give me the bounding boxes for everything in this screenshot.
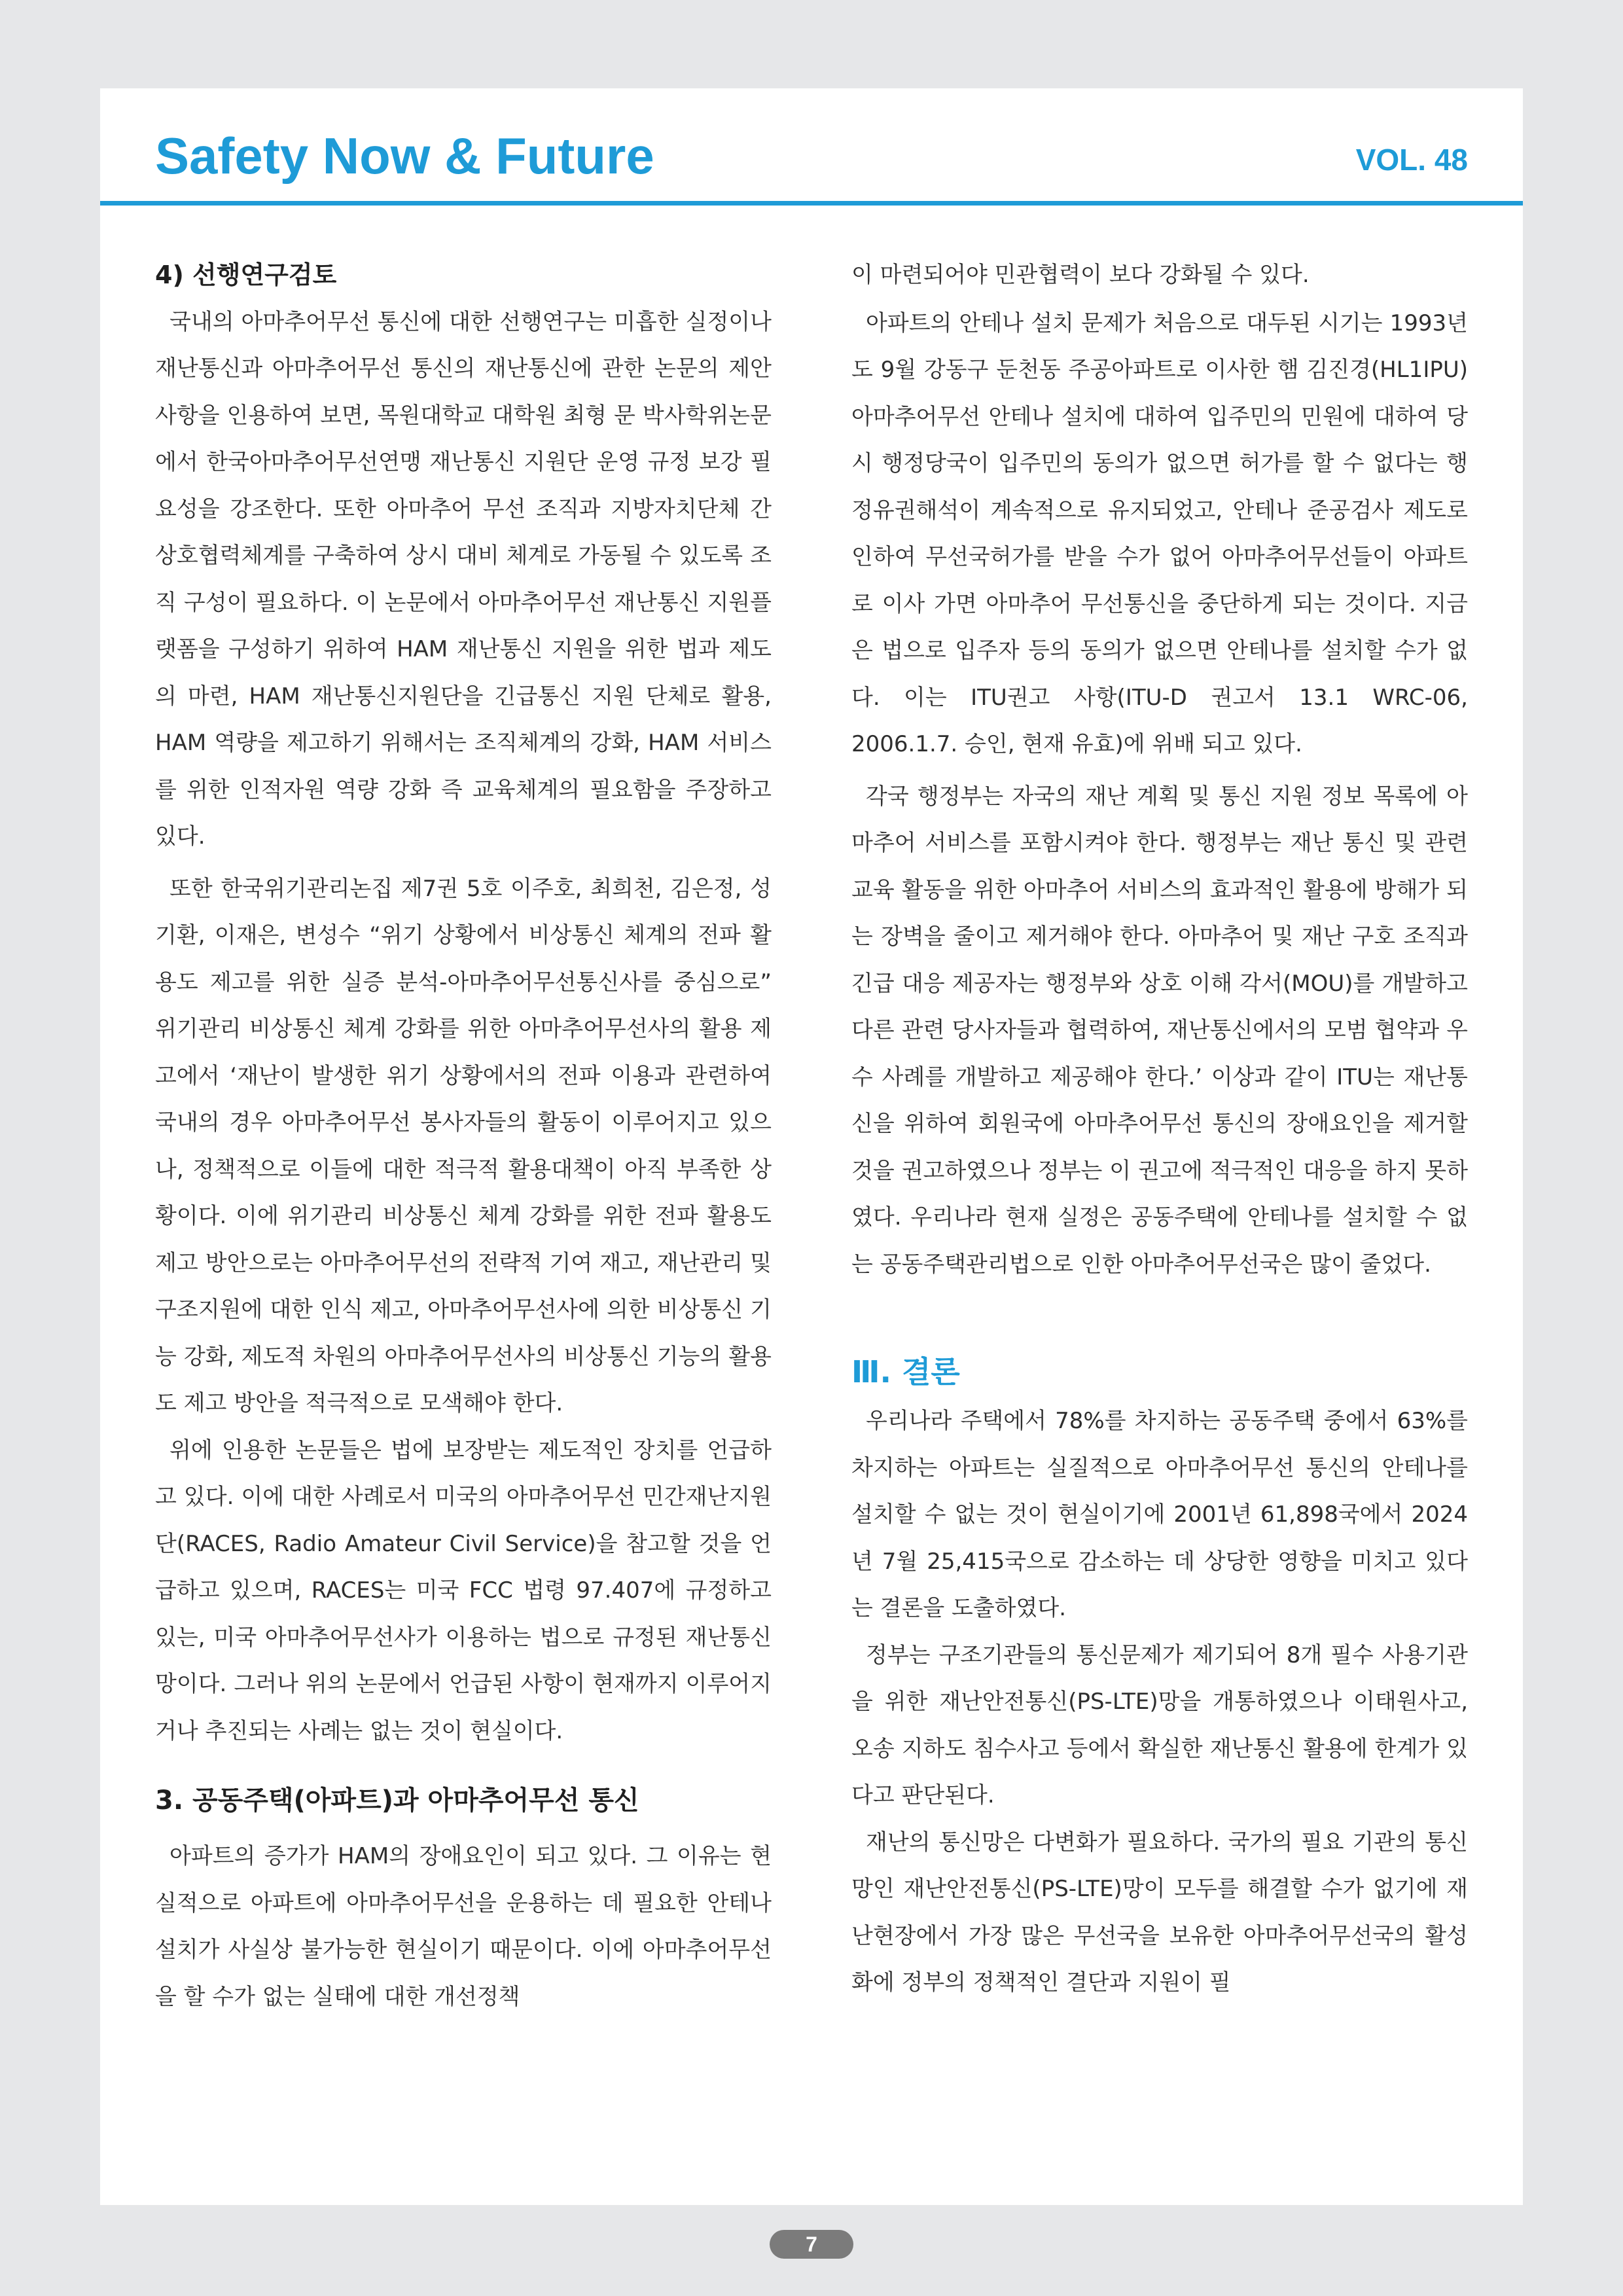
right-column [851, 252, 1468, 2007]
paragraph: 재난의 통신망은 다변화가 필요하다. 국가의 필요 기관의 통신망인 재난안전통신(PS-LTE)망이 모두를 해결할 수가 없기에 재난현장에서 가장 많은 무선국을 보유한 아마추어무선국의 활성화에 정부의 정책적인 결단과 지원이 필 [851, 1829, 1468, 1996]
paragraph: 정부는 구조기관들의 통신문제가 제기되어 8개 필수 사용기관을 위한 재난안전통신(PS-LTE)망을 개통하였으나 이태원사고, 오송 지하도 침수사고 등에서 확실한 재난통신 활용에 한계가 있다고 판단된다. [851, 1641, 1468, 1808]
paragraph: 또한 한국위기관리논집 제7권 5호 이주호, 최희천, 김은정, 성기환, 이재은, 변성수 “위기 상황에서 비상통신 체계의 전파 활용도 제고를 위한 실증 분석-아마추어무선통신사를 중심으로” 위기관리 비상통신 체계 강화를 위한 아마추어무선사의 활용 제고에서 ‘재난이 발생한 위기 상황에서의 전파 이용과 관련하여 국내의 경우 아마추어무선 봉사자들의 활동이 이루어지고 있으나, 정책적으로 이들에 대한 적극적 활용대책이 아직 부족한 상황이다. 이에 위기관리 비상통신 체계 강화를 위한 전파 활용도 제고 방안으로는 아마추어무선의 전략적 기여 재고, 재난관리 및 구조지원에 대한 인식 제고, 아마추어무선사에 의한 비상통신 기능 강화, 제도적 차원의 아마추어무선사의 비상통신 기능의 활용도 제고 방안을 적극적으로 모색해야 한다. [155, 875, 772, 1416]
paragraph: 아파트의 안테나 설치 문제가 처음으로 대두된 시기는 1993년도 9월 강동구 둔천동 주공아파트로 이사한 햄 김진경(HL1IPU) 아마추어무선 안테나 설치에 대하여 입주민의 민원에 대하여 당시 행정당국이 입주민의 동의가 없으면 허가를 할 수 없다는 행정유권해석이 계속적으로 유지되었고, 안테나 준공검사 제도로 인하여 무선국허가를 받을 수가 없어 아마추어무선들이 아파트로 이사 가면 아마추어 무선통신을 중단하게 되는 것이다. 지금은 법으로 입주자 등의 동의가 없으면 안테나를 설치할 수가 없다. 이는 ITU권고 사항(ITU-D 권고서 13.1 WRC-06, 2006.1.7. 승인, 현재 유효)에 위배 되고 있다. [851, 310, 1468, 757]
section-heading-conclusion: Ⅲ. 결론 [851, 1354, 960, 1390]
header [100, 88, 1523, 206]
paragraph: 우리나라 주택에서 78%를 차지하는 공동주택 중에서 63%를 차지하는 아파트는 실질적으로 아마추어무선 통신의 안테나를 설치할 수 없는 것이 현실이기에 2001년 61,898국에서 2024년 7월 25,415국으로 감소하는 데 상당한 영향을 미치고 있다는 결론을 도출하였다. [851, 1408, 1468, 1621]
subsection-heading-apartment: 3. 공동주택(아파트)과 아마추어무선 통신 [155, 1785, 639, 1816]
paragraph: 위에 인용한 논문들은 법에 보장받는 제도적인 장치를 언급하고 있다. 이에 대한 사례로서 미국의 아마추어무선 민간재난지원단(RACES, Radio Amateur Civil Service)을 참고할 것을 언급하고 있으며, RACES는 미국 FCC 법령 97.407에 규정하고 있는, 미국 아마추어무선사가 이용하는 법으로 규정된 재난통신망이다. 그러나 위의 논문에서 언급된 사항이 현재까지 이루어지거나 추진되는 사례는 없는 것이 현실이다. [155, 1437, 772, 1744]
paragraph: 아파트의 증가가 HAM의 장애요인이 되고 있다. 그 이유는 현실적으로 아파트에 아마추어무선을 운용하는 데 필요한 안테나 설치가 사실상 불가능한 현실이기 때문이다. 이에 아마추어무선을 할 수가 없는 실태에 대한 개선정책 [155, 1843, 772, 2010]
page-number-badge: 7 [770, 2230, 853, 2259]
paragraph: 각국 행정부는 자국의 재난 계획 및 통신 지원 정보 목록에 아마추어 서비스를 포함시켜야 한다. 행정부는 재난 통신 및 관련 교육 활동을 위한 아마추어 서비스의 효과적인 활용에 방해가 되는 장벽을 줄이고 제거해야 한다. 아마추어 및 재난 구호 조직과 긴급 대응 제공자는 행정부와 상호 이해 각서(MOU)를 개발하고 다른 관련 당사자들과 협력하여, 재난통신에서의 모범 협약과 우수 사례를 개발하고 제공해야 한다.’ 이상과 같이 ITU는 재난통신을 위하여 회원국에 아마추어무선 통신의 장애요인을 제거할 것을 권고하였으나 정부는 이 권고에 적극적인 대응을 하지 못하였다. 우리나라 현재 실정은 공동주택에 안테나를 설치할 수 없는 공동주택관리법으로 인한 아마추어무선국은 많이 줄었다. [851, 783, 1468, 1278]
paragraph: 국내의 아마추어무선 통신에 대한 선행연구는 미흡한 실정이나 재난통신과 아마추어무선 통신의 재난통신에 관한 논문의 제안 사항을 인용하여 보면, 목원대학교 대학원 최형 문 박사학위논문에서 한국아마추어무선연맹 재난통신 지원단 운영 규정 보강 필요성을 강조한다. 또한 아마추어 무선 조직과 지방자치단체 간 상호협력체계를 구축하여 상시 대비 체계로 가동될 수 있도록 조직 구성이 필요하다. 이 논문에서 아마추어무선 재난통신 지원플랫폼을 구성하기 위하여 HAM 재난통신 지원을 위한 법과 제도의 마련, HAM 재난통신지원단을 긴급통신 지원 단체로 활용, HAM 역량을 제고하기 위해서는 조직체계의 강화, HAM 서비스를 위한 인적자원 역량 강화 즉 교육체계의 필요함을 주장하고 있다. [155, 308, 772, 850]
header-rule [100, 201, 1523, 206]
publication-title: Safety Now & Future [155, 127, 654, 185]
volume-number: VOL. 48 [1355, 143, 1468, 177]
left-column [155, 252, 772, 2020]
page [100, 88, 1523, 2205]
paragraph: 이 마련되어야 민관협력이 보다 강화될 수 있다. [851, 262, 1310, 288]
subsection-heading-prior-research: 4) 선행연구검토 [155, 260, 337, 289]
